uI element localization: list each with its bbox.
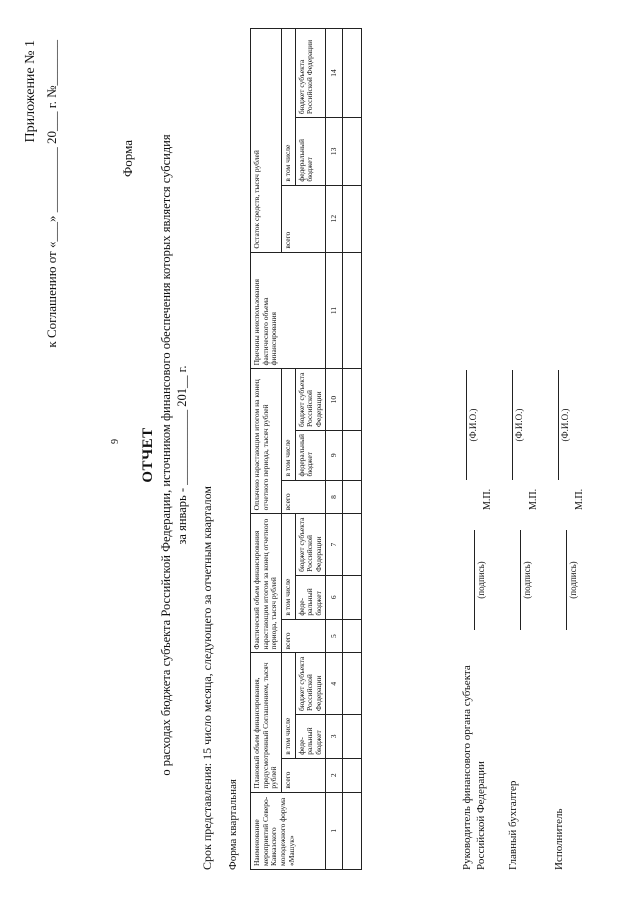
header-remainder: Остаток средств, тысяч рублей [251,29,282,253]
header-total: всего [281,480,326,514]
table-cell [343,369,362,431]
table-cell [343,514,362,576]
page-number: 9 [110,439,121,444]
header-total: всего [281,758,326,792]
appendix-agreement-ref: к Соглашению от «___» __________ 20___ г. №_______ [44,40,60,348]
table-cell [343,792,362,869]
header-actual: Фактический объем финансирования нарастающим итогом за конец отчетного периода, тысяч рублей [251,514,282,653]
table-cell [343,715,362,759]
signature-role: Руководитель финансового органа субъекта Российской Федерации [461,665,488,870]
signature-row-chief-accountant [506,170,552,870]
column-number: 6 [326,575,343,619]
header-including: в том числе [281,29,295,186]
header-regional: бюджет субъекта Российской Федерации [295,369,326,431]
header-including: в том числе [281,514,295,619]
report-period: за январь - ____________ 201__ г. [175,365,189,545]
report-title-block [140,20,190,890]
table-cell [343,29,362,118]
header-paid: Оплачено нарастающим итогом на конец отчетного периода, тысяч рублей [251,369,282,514]
seal-mark: М.П. [528,488,539,510]
table-cell [343,430,362,480]
form-type: Форма квартальная [227,779,239,870]
column-number: 8 [326,480,343,514]
column-number: 4 [326,653,343,715]
table-cell [343,619,362,653]
table-cell [343,252,362,369]
column-number: 9 [326,430,343,480]
name-line: (Ф.И.О.) [558,370,570,480]
header-regional: бюджет субъекта Российской Федерации [295,653,326,715]
signature-row-executor [552,170,598,870]
appendix-header [20,40,63,348]
header-including: в том числе [281,369,295,480]
header-event-name: Наименование мероприятий Северо-Кавказского молодежного форума «Машук» [251,792,326,869]
report-subtitle: о расходах бюджета субъекта Российской Федерации, источником финансового обеспечения которых является субсидия [159,134,173,776]
name-line: (Ф.И.О.) [466,370,478,480]
report-title: ОТЧЕТ [140,427,156,483]
column-numbers-row [326,29,343,870]
table-cell [343,185,362,252]
seal-mark: М.П. [482,488,493,510]
submission-deadline: Срок представления: 15 число месяца, следующего за отчетным кварталом [200,486,214,870]
header-regional: бюджет субъекта Российской Федерации [295,514,326,576]
signature-role: Главный бухгалтер [507,780,519,870]
column-number: 12 [326,185,343,252]
report-table [250,28,362,870]
column-number: 10 [326,369,343,431]
header-total: всего [281,619,326,653]
column-number: 14 [326,29,343,118]
table-cell [343,575,362,619]
seal-mark: М.П. [574,488,585,510]
signature-line: (подпись) [566,530,578,630]
signature-line: (подпись) [474,530,486,630]
column-number: 1 [326,792,343,869]
table-cell [343,480,362,514]
appendix-title: Приложение № 1 [23,40,38,143]
column-number: 5 [326,619,343,653]
table-cell [343,118,362,186]
column-number: 7 [326,514,343,576]
header-federal: федеральный бюджет [295,118,326,186]
signature-block [460,170,598,870]
header-regional: бюджет субъекта Российской Федерации [295,29,326,118]
header-total: всего [281,185,326,252]
form-label: Форма [120,140,135,177]
header-federal: феде-ральный бюджет [295,715,326,759]
table-cell [343,758,362,792]
signature-role: Исполнитель [553,808,565,870]
header-including: в том числе [281,653,295,758]
header-reasons: Причины неиспользования фактического объема финансирования [251,252,326,369]
header-planned: Плановый объем финансирования, предусмотренный Соглашением, тысяч рублей [251,653,282,792]
header-federal: федеральный бюджет [295,430,326,480]
column-number: 13 [326,118,343,186]
name-line: (Ф.И.О.) [512,370,524,480]
column-number: 2 [326,758,343,792]
column-number: 3 [326,715,343,759]
signature-row-finance-head [460,170,506,870]
rotated-sheet [0,20,600,890]
column-number: 11 [326,252,343,369]
table-cell [343,653,362,715]
table-row [343,29,362,870]
signature-line: (подпись) [520,530,532,630]
header-federal: феде-ральный бюджет [295,575,326,619]
